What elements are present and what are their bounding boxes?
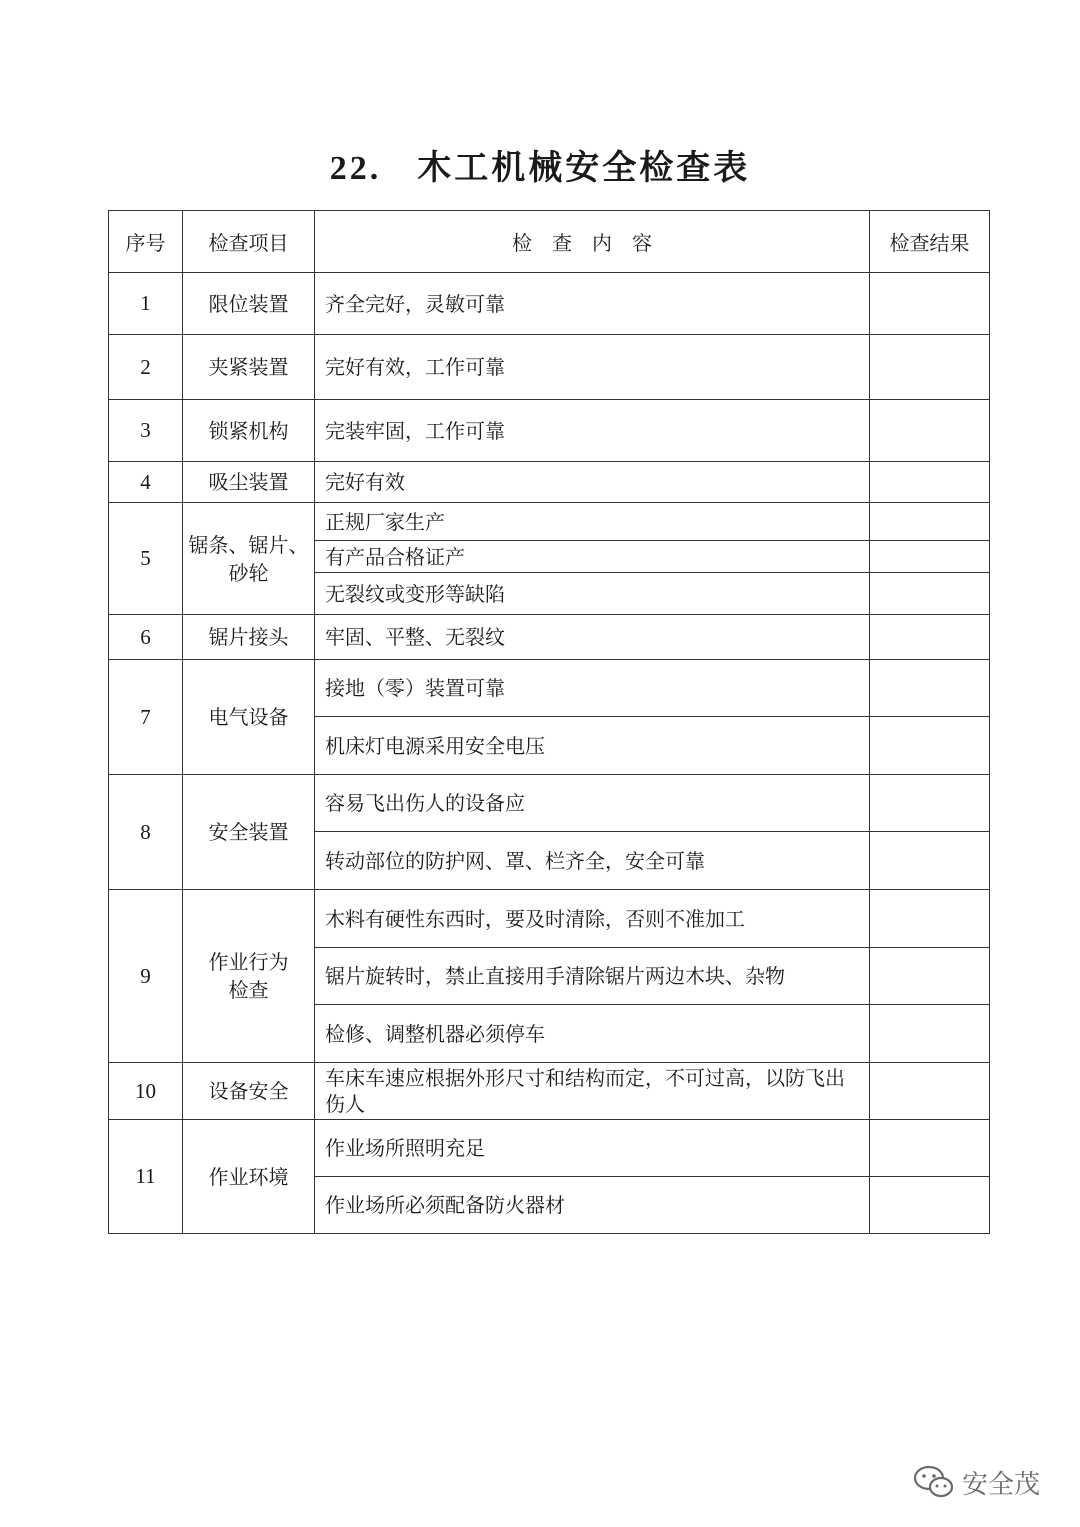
row-content: 牢固、平整、无裂纹 [315, 615, 870, 660]
row-item: 限位装置 [183, 273, 315, 335]
row-content: 锯片旋转时，禁止直接用手清除锯片两边木块、杂物 [315, 948, 870, 1005]
row-result [870, 541, 990, 573]
row-content: 完好有效 [315, 462, 870, 503]
row-item: 电气设备 [183, 660, 315, 775]
row-result [870, 1177, 990, 1234]
table-row [109, 335, 990, 400]
inspection-table [108, 210, 990, 1234]
row-result [870, 615, 990, 660]
header-content: 检查内容 [315, 211, 870, 273]
header-result: 检查结果 [870, 211, 990, 273]
row-item: 作业行为检查 [183, 890, 315, 1063]
row-seq: 8 [109, 775, 183, 890]
table-row [109, 462, 990, 503]
table-row [109, 503, 990, 541]
row-content: 正规厂家生产 [315, 503, 870, 541]
row-seq: 7 [109, 660, 183, 775]
row-content: 齐全完好，灵敏可靠 [315, 273, 870, 335]
row-content: 完装牢固，工作可靠 [315, 400, 870, 462]
row-result [870, 660, 990, 717]
row-content: 作业场所必须配备防火器材 [315, 1177, 870, 1234]
row-seq: 6 [109, 615, 183, 660]
row-result [870, 573, 990, 615]
row-result [870, 775, 990, 832]
header-item: 检查项目 [183, 211, 315, 273]
row-item: 作业环境 [183, 1120, 315, 1234]
row-result [870, 948, 990, 1005]
wechat-icon [912, 1464, 956, 1500]
row-seq: 9 [109, 890, 183, 1063]
row-item: 设备安全 [183, 1063, 315, 1120]
table-row [109, 775, 990, 832]
table-row [109, 273, 990, 335]
row-item: 夹紧装置 [183, 335, 315, 400]
row-content: 车床车速应根据外形尺寸和结构而定，不可过高，以防飞出伤人 [315, 1063, 870, 1120]
row-result [870, 890, 990, 948]
watermark-text: 安全茂 [962, 1469, 1041, 1500]
row-result [870, 462, 990, 503]
row-seq: 11 [109, 1120, 183, 1234]
row-content: 作业场所照明充足 [315, 1120, 870, 1177]
table-row [109, 890, 990, 948]
row-item: 锁紧机构 [183, 400, 315, 462]
row-result [870, 832, 990, 890]
row-seq: 1 [109, 273, 183, 335]
row-item: 锯条、锯片、砂轮 [183, 503, 315, 615]
row-result [870, 335, 990, 400]
row-result [870, 273, 990, 335]
row-seq: 5 [109, 503, 183, 615]
title-text: 木工机械安全检查表 [417, 148, 751, 188]
row-result [870, 1005, 990, 1063]
row-seq: 3 [109, 400, 183, 462]
row-content: 有产品合格证产 [315, 541, 870, 573]
table-row [109, 400, 990, 462]
row-content: 转动部位的防护网、罩、栏齐全，安全可靠 [315, 832, 870, 890]
row-seq: 2 [109, 335, 183, 400]
row-seq: 10 [109, 1063, 183, 1120]
table-row [109, 660, 990, 717]
row-item: 锯片接头 [183, 615, 315, 660]
row-result [870, 503, 990, 541]
row-content: 检修、调整机器必须停车 [315, 1005, 870, 1063]
header-seq: 序号 [109, 211, 183, 273]
row-seq: 4 [109, 462, 183, 503]
title-number: 22. [329, 150, 382, 187]
row-content: 木料有硬性东西时，要及时清除，否则不准加工 [315, 890, 870, 948]
row-content: 接地（零）装置可靠 [315, 660, 870, 717]
row-content: 容易飞出伤人的设备应 [315, 775, 870, 832]
table-row [109, 1063, 990, 1120]
watermark [912, 1462, 1040, 1502]
row-result [870, 1120, 990, 1177]
table-row [109, 1120, 990, 1177]
row-item: 吸尘装置 [183, 462, 315, 503]
page-title [0, 140, 1080, 189]
table-header-row [109, 211, 990, 273]
row-result [870, 1063, 990, 1120]
row-content: 机床灯电源采用安全电压 [315, 717, 870, 775]
table-row [109, 615, 990, 660]
row-result [870, 400, 990, 462]
row-item: 安全装置 [183, 775, 315, 890]
row-result [870, 717, 990, 775]
row-content: 无裂纹或变形等缺陷 [315, 573, 870, 615]
row-content: 完好有效，工作可靠 [315, 335, 870, 400]
